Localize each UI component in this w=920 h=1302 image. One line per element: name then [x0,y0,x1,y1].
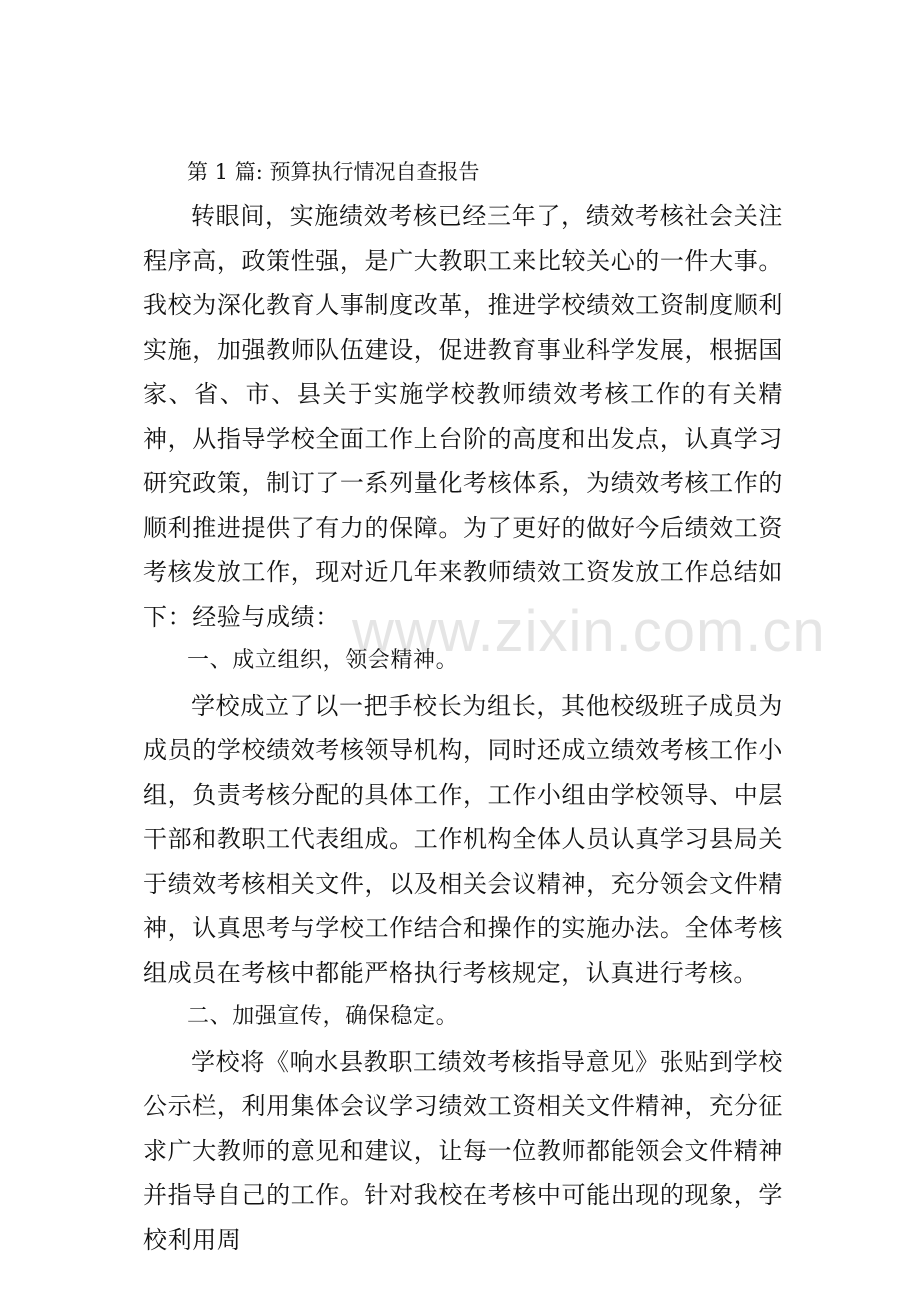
section-heading-1: 一、成立组织，领会精神。 [187,648,459,673]
document-title: 第 1 篇: 预算执行情况自查报告 [187,160,480,184]
document-body [143,150,783,1262]
section-heading-2: 二、加强宣传，确保稳定。 [187,1004,459,1029]
paragraph-section-1: 学校成立了以一把手校长为组长，其他校级班子成员为成员的学校绩效考核领导机构，同时还成立绩效考核工作小组，负责考核分配的具体工作，工作小组由学校领导、中层干部和教职工代表组成。工作机构全体人员认真学习县局关于绩效考核相关文件，以及相关会议精神，充分领会文件精神，认真思考与学校工作结合和操作的实施办法。全体考核组成员在考核中都能严格执行考核规定，认真进行考核。 [143,691,783,987]
paragraph-section-2: 学校将《响水县教职工绩效考核指导意见》张贴到学校公示栏，利用集体会议学习绩效工资相关文件精神，充分征求广大教师的意见和建议，让每一位教师都能领会文件精神并指导自己的工作。针对我校在考核中可能出现的现象，学校利用周 [143,1047,783,1254]
paragraph-intro: 转眼间，实施绩效考核已经三年了，绩效考核社会关注程序高，政策性强，是广大教职工来比较关心的一件大事。我校为深化教育人事制度改革，推进学校绩效工资制度顺利实施，加强教师队伍建设，促进教育事业科学发展，根据国家、省、市、县关于实施学校教师绩效考核工作的有关精神，从指导学校全面工作上台阶的高度和出发点，认真学习研究政策，制订了一系列量化考核体系，为绩效考核工作的顺利推进提供了有力的保障。为了更好的做好今后绩效工资考核发放工作，现对近几年来教师绩效工资发放工作总结如下：经验与成绩： [143,202,783,631]
watermark-text: www.zixin.com.cn [352,599,826,664]
